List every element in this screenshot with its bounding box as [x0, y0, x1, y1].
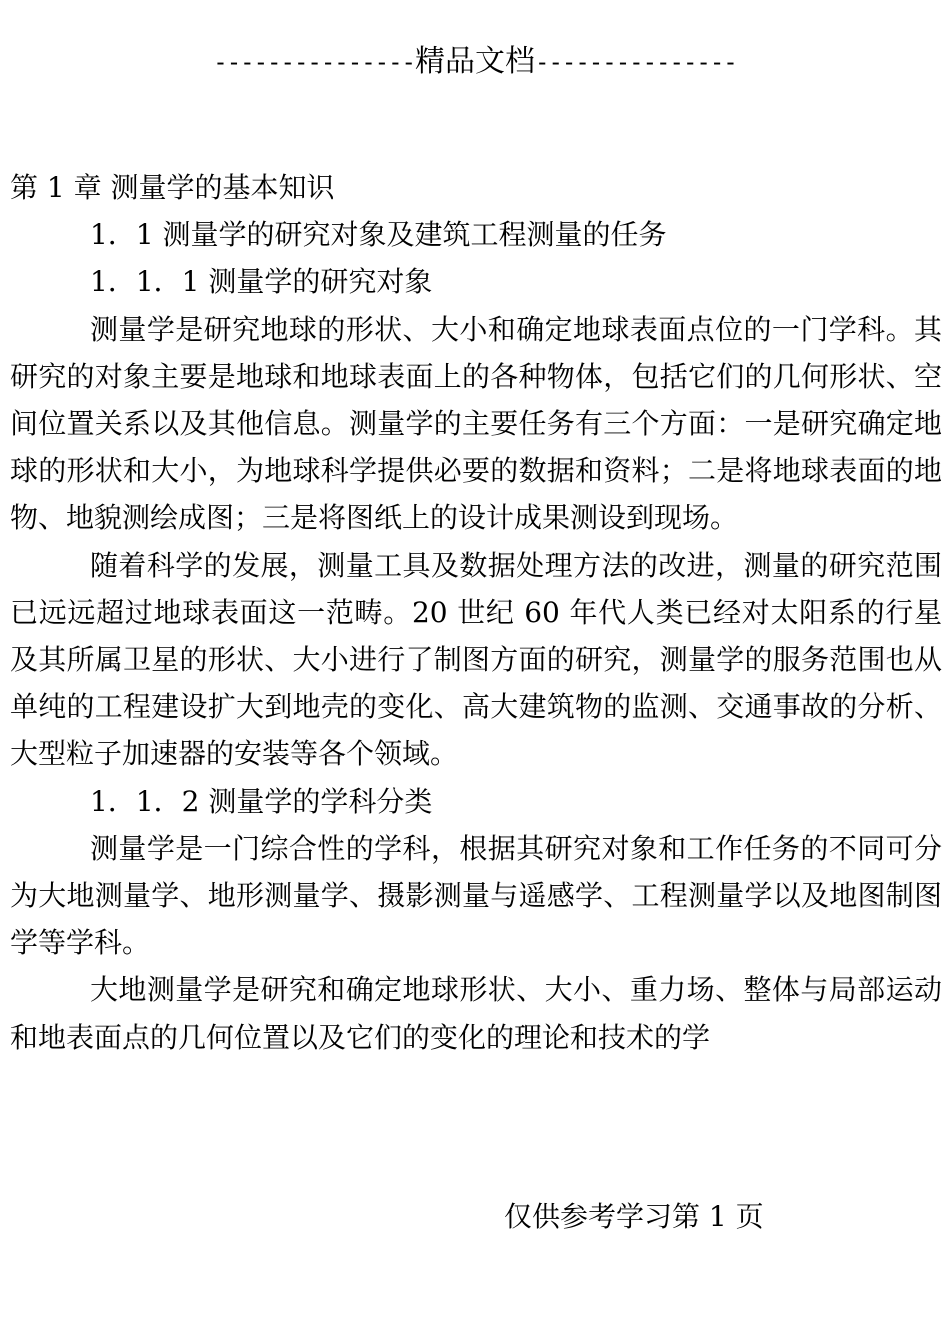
section-heading-1-1-2: 1．1．2 测量学的学科分类 — [90, 784, 433, 818]
header-left-rule: --------------- — [213, 48, 415, 76]
paragraph-1: 测量学是研究地球的形状、大小和确定地球表面点位的一门学科。其研究的对象主要是地球和地球表面上的各种物体，包括它们的几何形状、空间位置关系以及其他信息。测量学的主要任务有三个方面：一是研究确定地球的形状和大小，为地球科学提供必要的数据和资料；二是将地球表面的地物、地貌测绘成图；三是将图纸上的设计成果测设到现场。 — [10, 312, 942, 535]
page-footer: 仅供参考学习第 1 页 — [504, 1200, 764, 1233]
paragraph-2: 随着科学的发展，测量工具及数据处理方法的改进，测量的研究范围已远远超过地球表面这一范畴。20 世纪 60 年代人类已经对太阳系的行星及其所属卫星的形状、大小进行了制图方面的研究，测量学的服务范围也从单纯的工程建设扩大到地壳的变化、高大建筑物的监测、交通事故的分析、大型粒子加速器的安装等各个领域。 — [10, 548, 942, 771]
document-body — [10, 164, 942, 1061]
paragraph-3: 测量学是一门综合性的学科，根据其研究对象和工作任务的不同可分为大地测量学、地形测量学、摄影测量与遥感学、工程测量学以及地图制图学等学科。 — [10, 831, 942, 960]
page-header — [0, 40, 950, 84]
section-heading-1-1-1: 1．1．1 测量学的研究对象 — [90, 265, 433, 299]
header-title: 精品文档 — [415, 44, 535, 79]
section-heading-1-1: 1．1 测量学的研究对象及建筑工程测量的任务 — [90, 218, 667, 252]
header-right-rule: --------------- — [535, 48, 737, 76]
chapter-title: 第 1 章 测量学的基本知识 — [10, 171, 335, 204]
paragraph-4: 大地测量学是研究和确定地球形状、大小、重力场、整体与局部运动和地表面点的几何位置以及它们的变化的理论和技术的学 — [10, 973, 942, 1054]
